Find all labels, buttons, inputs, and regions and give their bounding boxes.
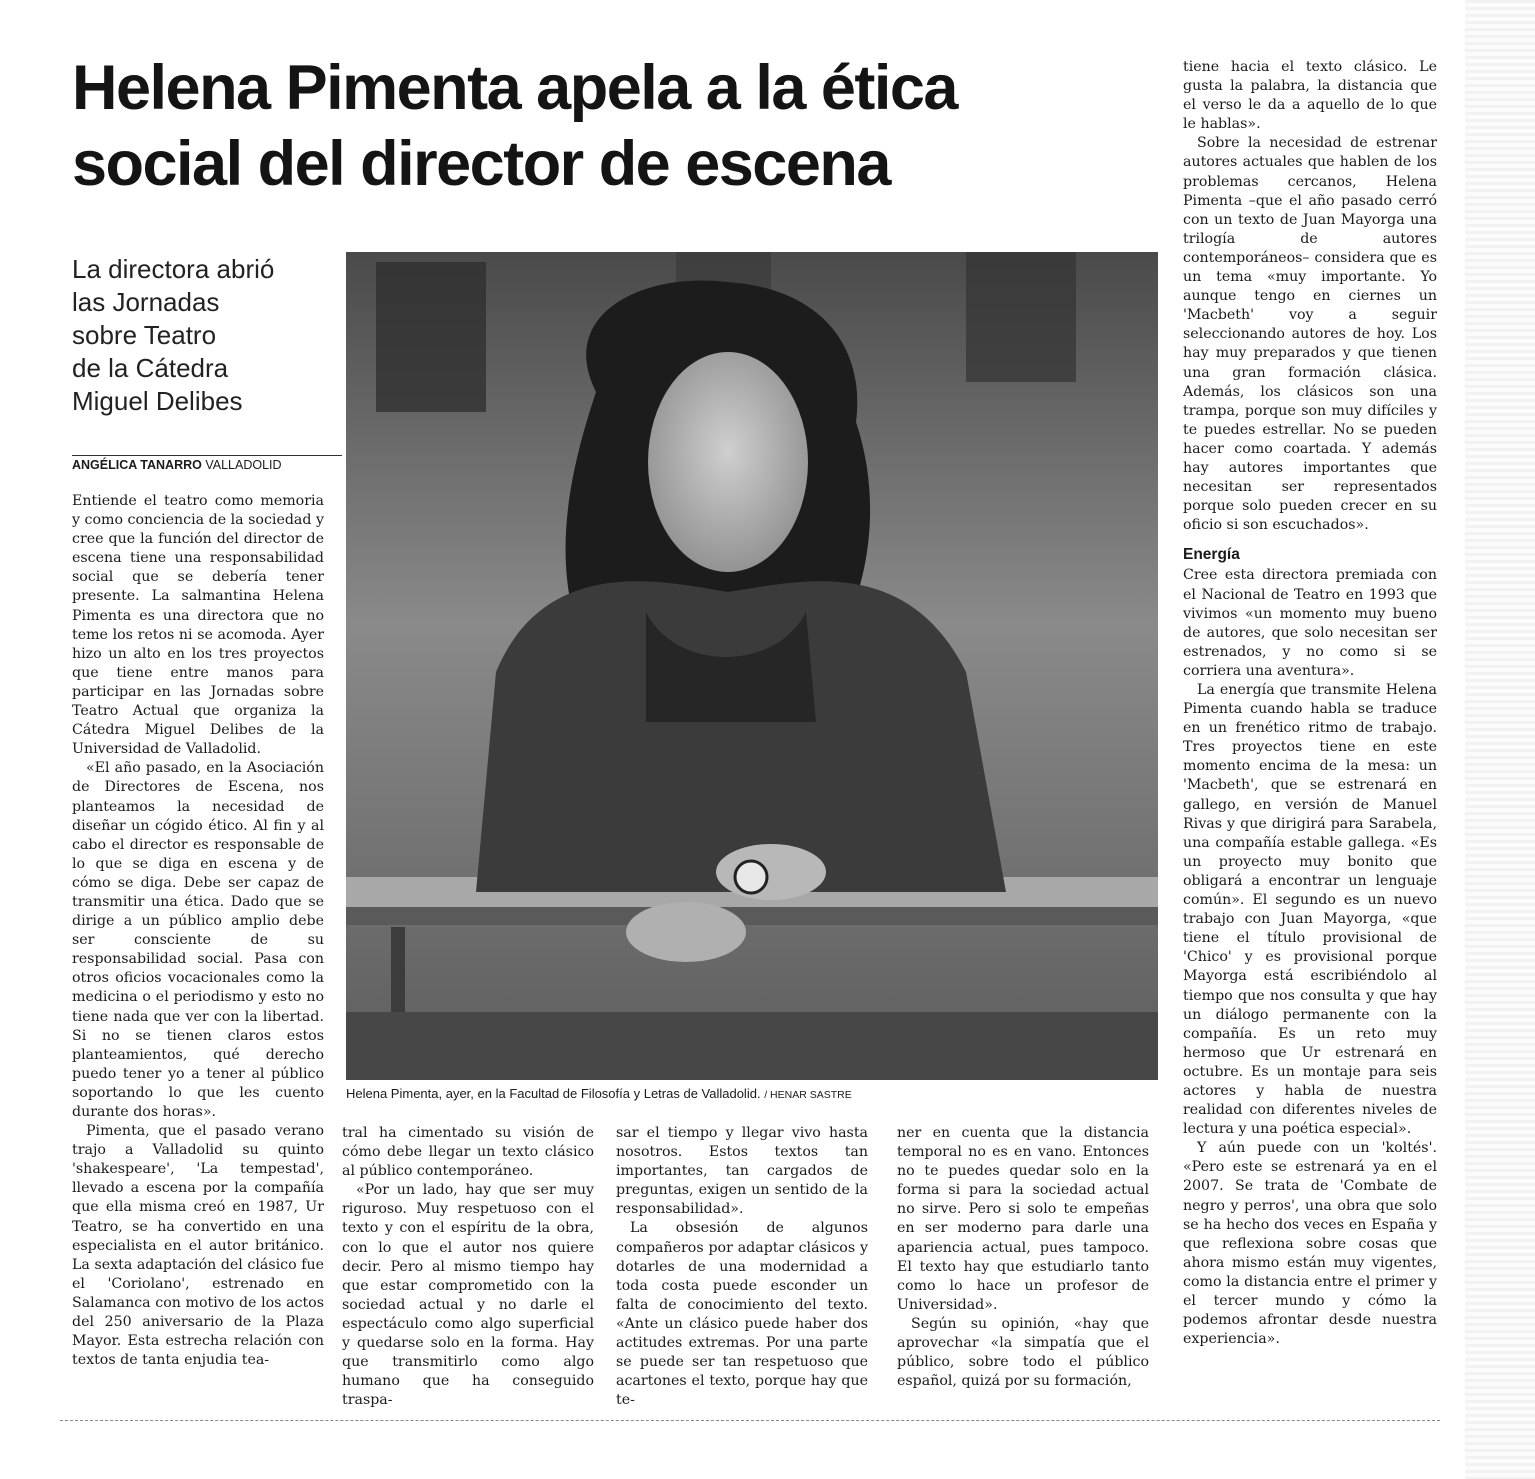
body-column-4	[897, 1124, 1149, 1414]
body-column-1	[72, 492, 324, 1462]
deck-line-2: las Jornadas	[72, 287, 220, 317]
paragraph: Sobre la necesidad de estrenar autores actuales que hablen de los problemas cercanos, Helena Pimenta –que el año pasado cerró con un texto de Juan Mayorga una trilogía de autores contemporáneos– considera que es un tema «muy importante. Yo aunque tengo en ciernes un 'Macbeth' voy a seguir seleccionando autores de hoy. Los hay muy preparados y que tienen una gran formación clásica. Además, los clásicos son una trampa, porque son muy difíciles y te puedes estrellar. No se pueden hacer como coartada. Y además hay autores importantes que necesitan ser representados porque solo pueden crecer en su oficio si son escuchados».	[1183, 135, 1437, 534]
scan-edge	[1465, 0, 1535, 1479]
body-column-3	[616, 1124, 868, 1414]
headline-line-1: Helena Pimenta apela a la ética	[72, 53, 957, 123]
paragraph: «El año pasado, en la Asociación de Directores de Escena, nos planteamos la necesidad de diseñar un cógido ético. Al fin y al cabo el director es responsable de lo que se diga en escena y de cómo se diga. Debe ser capaz de transmitir una ética. Dado que se dirige a un público amplio debe ser consciente de su responsabilidad social. Pasa con otros oficios vocacionales como la medicina o el periodismo y esto no tiene nada que ver con la libertad. Si no se tienen claros estos planteamientos, qué derecho puedo tener yo a tener al público soportando lo que les cuento durante dos horas».	[72, 760, 324, 1120]
paragraph: Según su opinión, «hay que aprovechar «la simpatía que el público, sobre todo el público español, quizá por su formación,	[897, 1315, 1149, 1390]
deck-line-3: sobre Teatro	[72, 320, 217, 350]
deck-line-4: de la Cátedra	[72, 353, 229, 383]
deck-line-5: Miguel Delibes	[72, 386, 243, 416]
headline	[72, 50, 1152, 202]
section-subhead: Energía	[1183, 546, 1240, 564]
byline-author: ANGÉLICA TANARRO	[72, 458, 202, 472]
paragraph: Pimenta, que el pasado verano trajo a Valladolid su quinto 'shakespeare', 'La tempestad', llevado a escena por la compañía que ella misma creó en 1987, Ur Teatro, se ha convertido en una especialista en el autor británico. La sexta adaptación del clásico fue el 'Coriolano', estrenado en Salamanca con motivo de los actos del 250 aniversario de la Plaza Mayor. Esta estrecha relación con textos de tanta enjudia tea-	[72, 1123, 324, 1369]
paragraph: sar el tiempo y llegar vivo hasta nosotros. Estos textos tan importantes, tan cargados de preguntas, exigen un sentido de la responsabilidad».	[616, 1125, 868, 1218]
body-column-5	[1183, 58, 1437, 1403]
photo-credit: / HENAR SASTRE	[764, 1089, 852, 1101]
paragraph: La energía que transmite Helena Pimenta cuando habla se traduce en un frenético ritmo de trabajo. Tres proyectos tiene en este momento encima de la mesa: un 'Macbeth', que se estrenará en gallego, en versión de Manuel Rivas y que dirigirá para Sarabela, una compañía estable gallega. «Es un proyecto muy bonito que obligará a encontrar un lenguaje común». El segundo es un nuevo trabajo con Juan Mayorga, «que tiene el título provisional de 'Chico' y es provisional porque Mayorga está escribiéndolo al tiempo que nos consulta y que hay un diálogo permanente con la compañía. Es un reto muy hermoso que Ur estrenará en octubre. Es un montaje para seis actores y habla de nuestra realidad con diferentes niveles de lectura y una poética especial».	[1183, 682, 1437, 1138]
paragraph: «Por un lado, hay que ser muy riguroso. Muy respetuoso con el texto y con el espíritu de la obra, con lo que el autor nos quiere decir. Pero al mismo tiempo hay que estar comprometido con la sociedad actual y no darle el espectáculo como algo superficial y quedarse solo en la forma. Hay que transmitirlo como algo humano que ha conseguido traspa-	[342, 1182, 594, 1409]
paragraph: Entiende el teatro como memoria y como conciencia de la sociedad y cree que la función del director de escena tiene una responsabilidad social que se debería tener presente. La salmantina Helena Pimenta es una directora que no teme los retos ni se acomoda. Ayer hizo un alto en los tres proyectos que tiene entre manos para participar en las Jornadas sobre Teatro Actual que organiza la Cátedra Miguel Delibes de la Universidad de Valladolid.	[72, 493, 324, 758]
paragraph: ner en cuenta que la distancia temporal no es en vano. Entonces no te puedes quedar solo en la forma si para la sociedad actual no sirve. Pero si solo te empeñas en ser moderno para darle una apariencia actual, pues tampoco. El texto hay que estudiarlo tanto como lo hace un profesor de Universidad».	[897, 1125, 1149, 1313]
bottom-rule	[60, 1420, 1440, 1421]
photo-caption	[346, 1086, 1166, 1101]
deck	[72, 253, 342, 418]
caption-text: Helena Pimenta, ayer, en la Facultad de Filosofía y Letras de Valladolid.	[346, 1086, 761, 1101]
portrait-photo	[346, 252, 1158, 1080]
byline	[72, 455, 342, 472]
paragraph: La obsesión de algunos compañeros por adaptar clásicos y dotarles de una modernidad a toda costa puede esconder un falta de conocimiento del texto. «Ante un clásico puede haber dos actitudes extremas. Por una parte se puede ser tan respetuoso que acartones el texto, porque hay que te-	[616, 1220, 868, 1409]
paragraph: Cree esta directora premiada con el Nacional de Teatro en 1993 que vivimos «un momento muy bueno de autores, que solo necesitan ser estrenados, y no como si se corriera una aventura».	[1183, 567, 1437, 679]
paragraph: tiene hacia el texto clásico. Le gusta la palabra, la distancia que el verso le da a aquello de lo que le hablas».	[1183, 59, 1437, 133]
body-column-2	[342, 1124, 594, 1414]
paragraph: Y aún puede con un 'koltés'. «Pero este se estrenará ya en el 2007. Se trata de 'Combate de negro y perros', una obra que solo se ha hecho dos veces en España y que reflexiona sobre cosas que ahora mismo están muy vigentes, como la distancia entre el primer y el tercer mundo y cómo la podemos afrontar desde nuestra experiencia».	[1183, 1140, 1437, 1348]
headline-line-2: social del director de escena	[72, 129, 890, 199]
deck-line-1: La directora abrió	[72, 254, 275, 284]
paragraph: tral ha cimentado su visión de cómo debe llegar un texto clásico al público contemporáneo.	[342, 1125, 594, 1180]
byline-place: VALLADOLID	[205, 458, 282, 472]
portrait-illustration	[346, 252, 1158, 1080]
